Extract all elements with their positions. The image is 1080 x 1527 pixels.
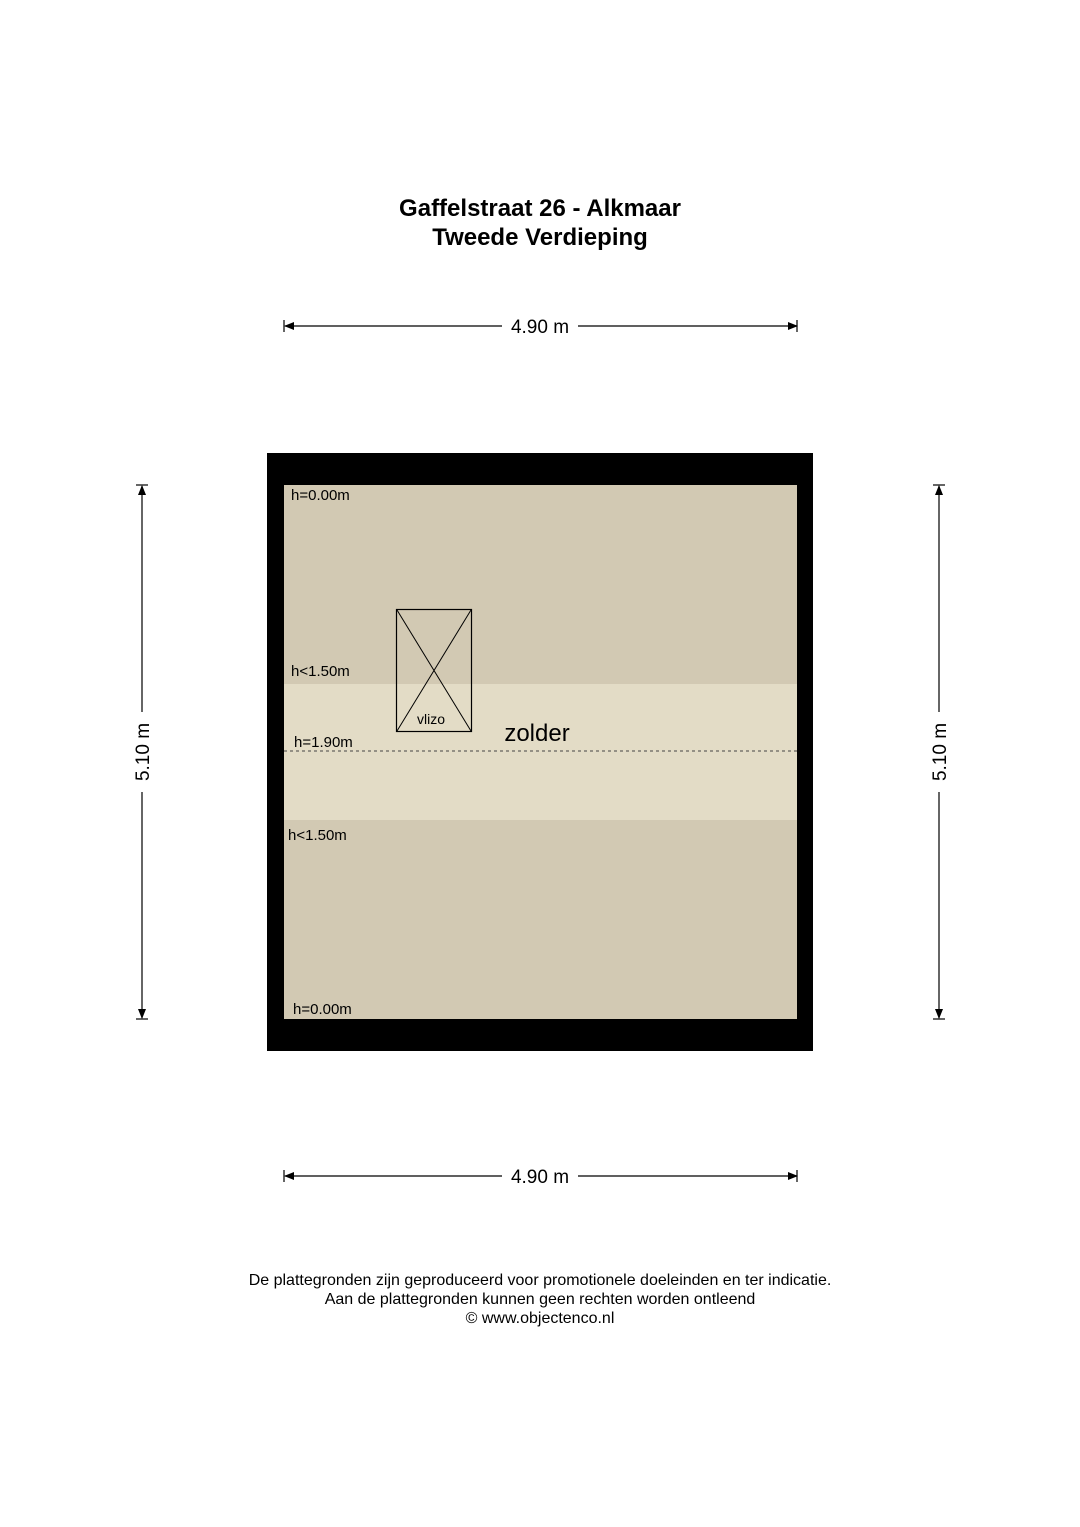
footer-copyright: © www.objectenco.nl [465,1310,615,1327]
standing-height-zone [284,684,797,820]
plan-subtitle: Tweede Verdieping [432,224,648,251]
height-label-lower-limit: h<1.50m [288,827,347,844]
plan-title: Gaffelstraat 26 - Alkmaar [399,195,681,222]
bottom-dimension-line [284,1167,797,1188]
height-label-top-edge: h=0.00m [291,487,350,504]
footer-disclaimer: De plattegronden zijn geproduceerd voor promotionele doeleinden en ter indicatie. [248,1272,832,1289]
bottom-width-label: 4.90 m [510,1167,570,1188]
height-label-upper-limit: h<1.50m [291,663,350,680]
hatch-label: vlizo [416,711,446,727]
left-dimension-line [133,485,154,1019]
height-label-ridge: h=1.90m [294,734,353,751]
top-dimension-line [284,317,797,338]
left-height-label: 5.10 m [133,722,154,782]
right-height-label: 5.10 m [930,722,951,782]
top-width-label: 4.90 m [510,317,570,338]
height-label-bottom-edge: h=0.00m [293,1001,352,1018]
footer-rights: Aan de plattegronden kunnen geen rechten worden ontleend [324,1291,756,1308]
room-name: zolder [504,720,570,747]
right-dimension-line [930,485,951,1019]
